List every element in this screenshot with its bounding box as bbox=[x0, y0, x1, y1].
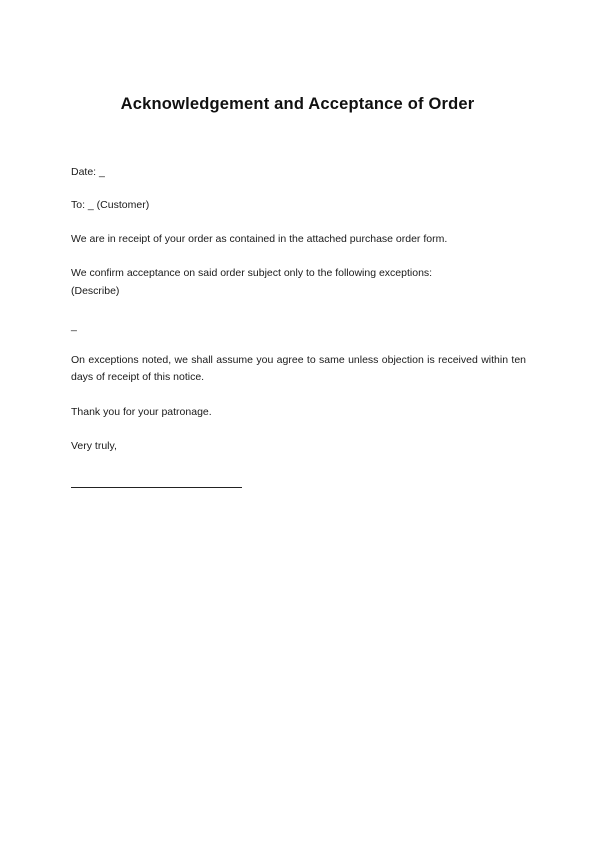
recipient-line: To: _ (Customer) bbox=[71, 199, 150, 211]
closing-line: Very truly, bbox=[71, 440, 117, 452]
describe-line: (Describe) bbox=[71, 285, 120, 297]
date-line: Date: _ bbox=[71, 166, 105, 178]
exceptions-paragraph: On exceptions noted, we shall assume you agree to same unless objection is received within ten days of receipt of this notice. bbox=[71, 354, 526, 383]
confirm-acceptance-paragraph: We confirm acceptance on said order subject only to the following exceptions: bbox=[71, 267, 433, 279]
thanks-line: Thank you for your patronage. bbox=[71, 406, 212, 418]
document-title: Acknowledgement and Acceptance of Order bbox=[120, 95, 475, 113]
exception-blank: _ bbox=[71, 320, 77, 332]
receipt-paragraph: We are in receipt of your order as contained in the attached purchase order form. bbox=[71, 233, 448, 245]
signature-line bbox=[71, 487, 242, 488]
